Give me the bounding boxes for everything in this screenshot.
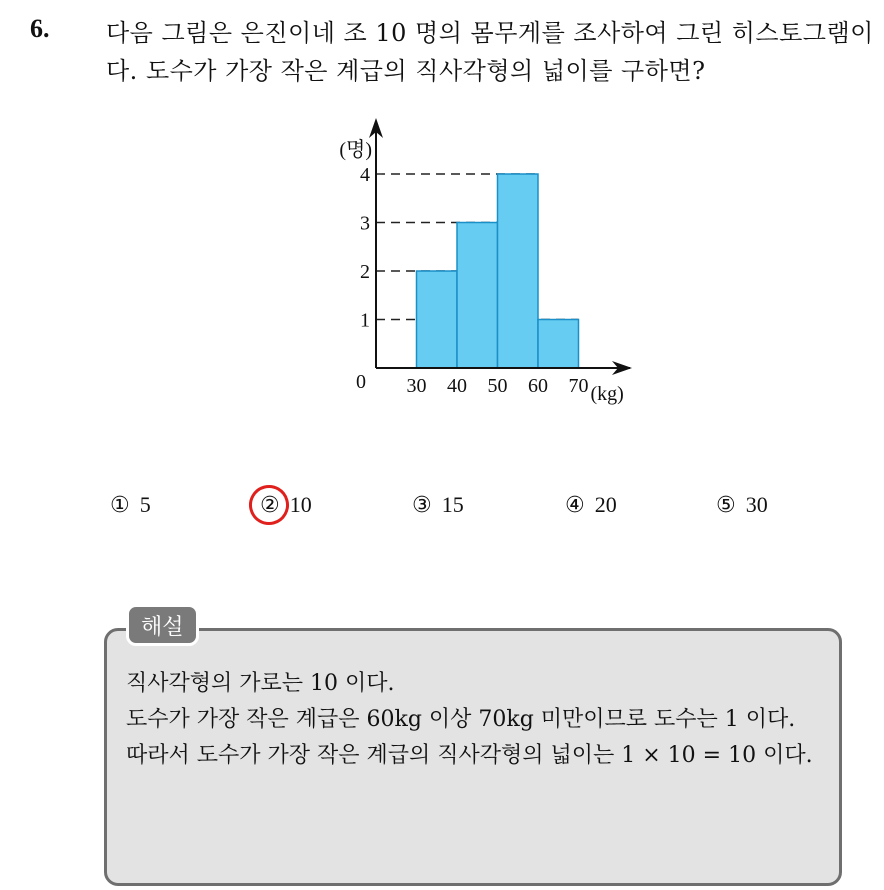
choice-2-mark-glyph: ② xyxy=(260,492,280,518)
y-axis-label: (명) xyxy=(339,139,372,161)
choice-5[interactable] xyxy=(716,492,768,518)
solution-line-2: 도수가 가장 작은 계급은 60kg 이상 70kg 미만이므로 도수는 1 이다. xyxy=(126,707,796,732)
bar-50-60 xyxy=(498,174,539,368)
choice-2-value: 10 xyxy=(289,492,312,517)
choice-1[interactable] xyxy=(110,492,151,518)
solution-text xyxy=(126,666,832,774)
choice-5-value: 30 xyxy=(745,492,768,517)
choice-1-mark: ① xyxy=(110,492,130,518)
y-tick-label-1: 1 xyxy=(360,309,370,332)
histogram-chart xyxy=(300,110,660,420)
bar-40-50 xyxy=(457,223,498,369)
x-tick-label-70: 70 xyxy=(568,375,589,397)
choice-5-mark: ⑤ xyxy=(716,492,736,518)
choice-3-value: 15 xyxy=(441,492,464,517)
question-number: 6. xyxy=(30,14,50,43)
choice-2-mark xyxy=(260,493,280,518)
choice-4-mark: ④ xyxy=(565,492,585,518)
x-tick-label-60: 60 xyxy=(528,375,548,397)
x-axis-label: (kg) xyxy=(590,383,624,405)
question-text: 다음 그림은 은진이네 조 10 명의 몸무게를 조사하여 그린 히스토그램이다. 도수가 가장 작은 계급의 직사각형의 넓이를 구하면? xyxy=(106,19,874,85)
bar-60-70 xyxy=(538,320,579,369)
origin-label: 0 xyxy=(356,371,366,393)
bar-30-40 xyxy=(417,271,458,368)
x-tick-label-40: 40 xyxy=(447,375,467,397)
x-tick-label-30: 30 xyxy=(406,375,427,397)
choice-4[interactable] xyxy=(565,492,617,518)
y-tick-label-3: 3 xyxy=(360,212,370,235)
answer-choices xyxy=(0,492,884,532)
choice-1-value: 5 xyxy=(139,492,151,517)
choice-3-mark: ③ xyxy=(412,492,432,518)
choice-2[interactable] xyxy=(260,492,312,518)
solution-line-1: 직사각형의 가로는 10 이다. xyxy=(126,671,395,696)
solution-tag: 해설 xyxy=(126,604,199,646)
x-tick-label-50: 50 xyxy=(487,375,508,397)
red-circle-mark-icon xyxy=(245,480,294,529)
y-tick-label-4: 4 xyxy=(360,164,370,186)
choice-3[interactable] xyxy=(412,492,464,518)
solution-line-3: 따라서 도수가 가장 작은 계급의 직사각형의 넓이는 1 × 10 = 10 이다. xyxy=(126,743,813,768)
y-tick-label-2: 2 xyxy=(360,261,370,283)
choice-4-value: 20 xyxy=(594,492,617,517)
